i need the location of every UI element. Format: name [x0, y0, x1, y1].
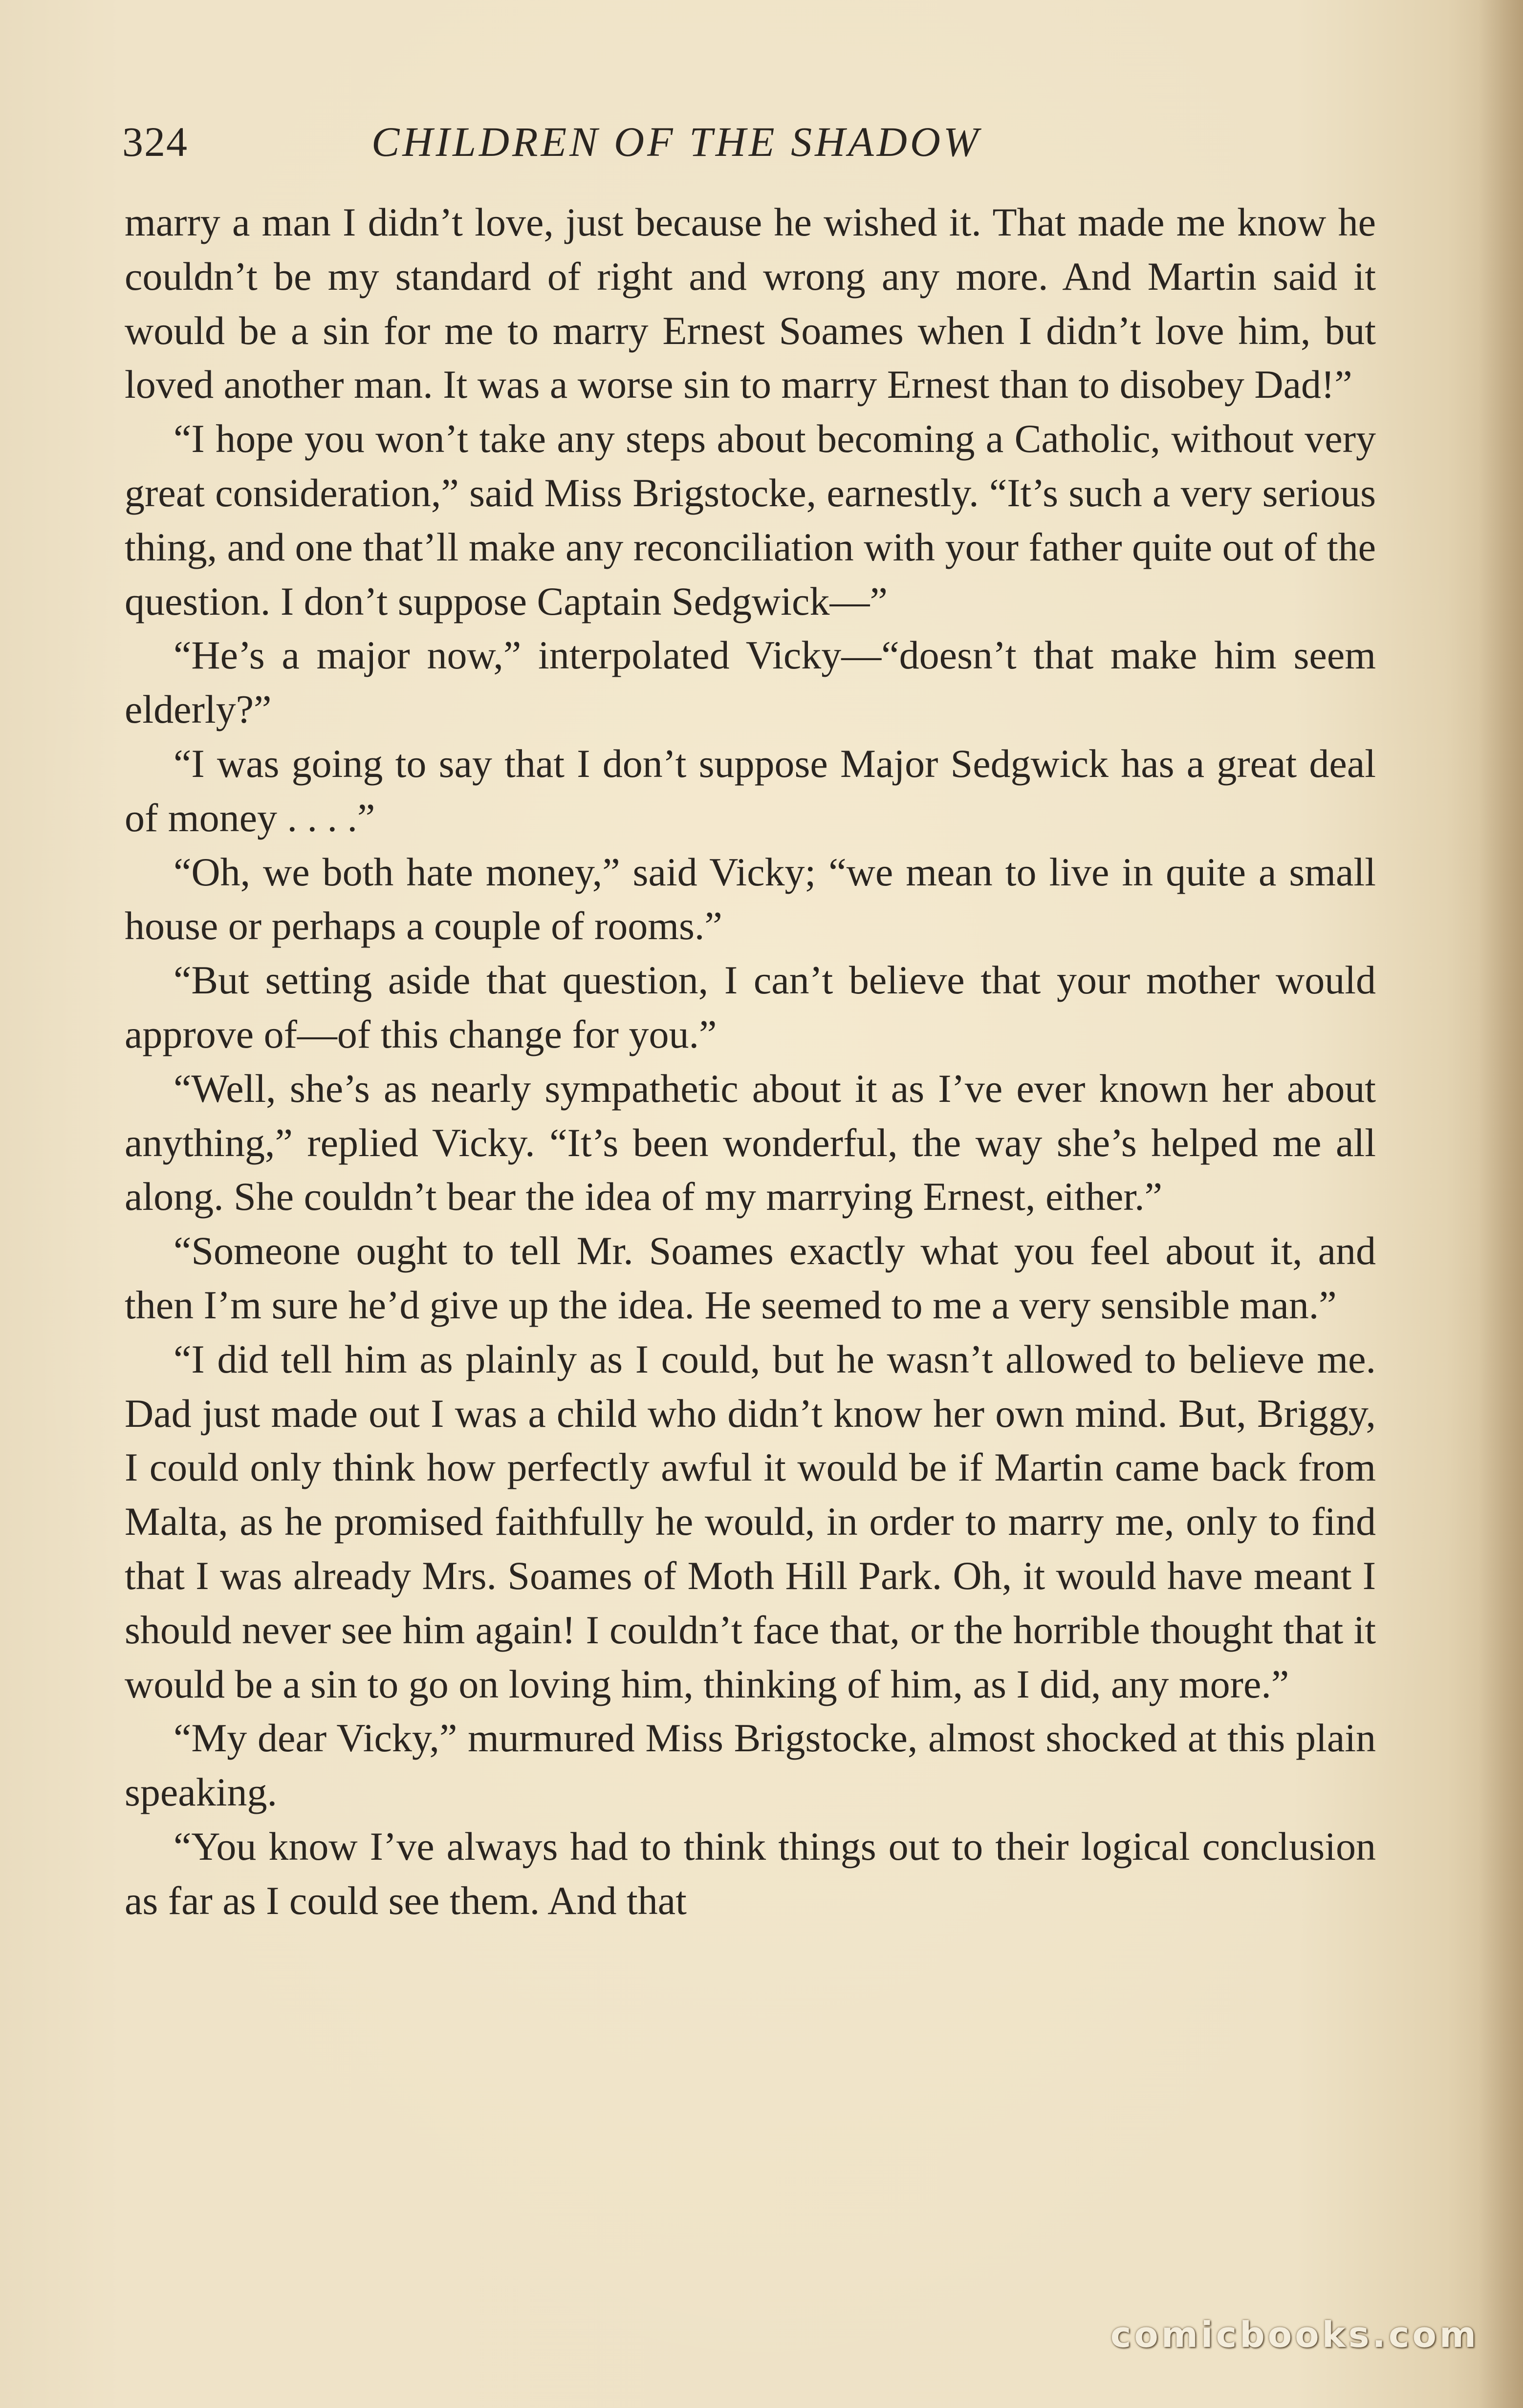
page-edge-shadow: [1479, 0, 1523, 2408]
watermark: comicbooks.com: [1110, 2314, 1479, 2355]
paragraph: “Oh, we both hate money,” said Vicky; “we mean to live in quite a small house or perhaps a couple of rooms.”: [125, 849, 1376, 948]
body-text: [125, 195, 1376, 1928]
paragraph: “I hope you won’t take any steps about becoming a Catholic, without very great consideration,” said Miss Brigstocke, earnestly. “It’s such a very serious thing, and one that’ll make any reconciliation with your father quite out of the question. I don’t suppose Captain Sedgwick—”: [125, 416, 1376, 624]
paragraph: “I was going to say that I don’t suppose Major Sedgwick has a great deal of money . . . .”: [125, 741, 1376, 840]
paragraph: “Well, she’s as nearly sympathetic about it as I’ve ever known her about anything,” replied Vicky. “It’s been wonderful, the way she’s helped me all along. She couldn’t bear the idea of my marrying Ernest, either.”: [125, 1066, 1376, 1219]
running-title: CHILDREN OF THE SHADOW: [371, 118, 981, 165]
page-number: 324: [122, 118, 188, 165]
paragraph: “But setting aside that question, I can’t believe that your mother would approve of—of this change for you.”: [125, 958, 1376, 1056]
paragraph: “Someone ought to tell Mr. Soames exactly what you feel about it, and then I’m sure he’d give up the idea. He seemed to me a very sensible man.”: [125, 1228, 1376, 1327]
paragraph-continued: marry a man I didn’t love, just because he wished it. That made me know he couldn’t be my standard of right and wrong any more. And Martin said it would be a sin for me to marry Ernest Soames when I didn’t love him, but loved another man. It was a worse sin to marry Ernest than to disobey Dad!”: [125, 200, 1376, 407]
paragraph: “My dear Vicky,” murmured Miss Brigstocke, almost shocked at this plain speaking.: [125, 1716, 1376, 1815]
paragraph: “He’s a major now,” interpolated Vicky—“doesn’t that make him seem elderly?”: [125, 633, 1376, 732]
paragraph: “You know I’ve always had to think things out to their logical conclusion as far as I could see them. And that: [125, 1824, 1376, 1923]
paragraph: “I did tell him as plainly as I could, but he wasn’t allowed to believe me. Dad just made out I was a child who didn’t know her own mind. But, Briggy, I could only think how perfectly awful it would be if Martin came back from Malta, as he promised faithfully he would, in order to marry me, only to find that I was already Mrs. Soames of Moth Hill Park. Oh, it would have meant I should never see him again! I couldn’t face that, or the horrible thought that it would be a sin to go on loving him, thinking of him, as I did, any more.”: [125, 1336, 1376, 1706]
page-header: [122, 112, 1373, 171]
